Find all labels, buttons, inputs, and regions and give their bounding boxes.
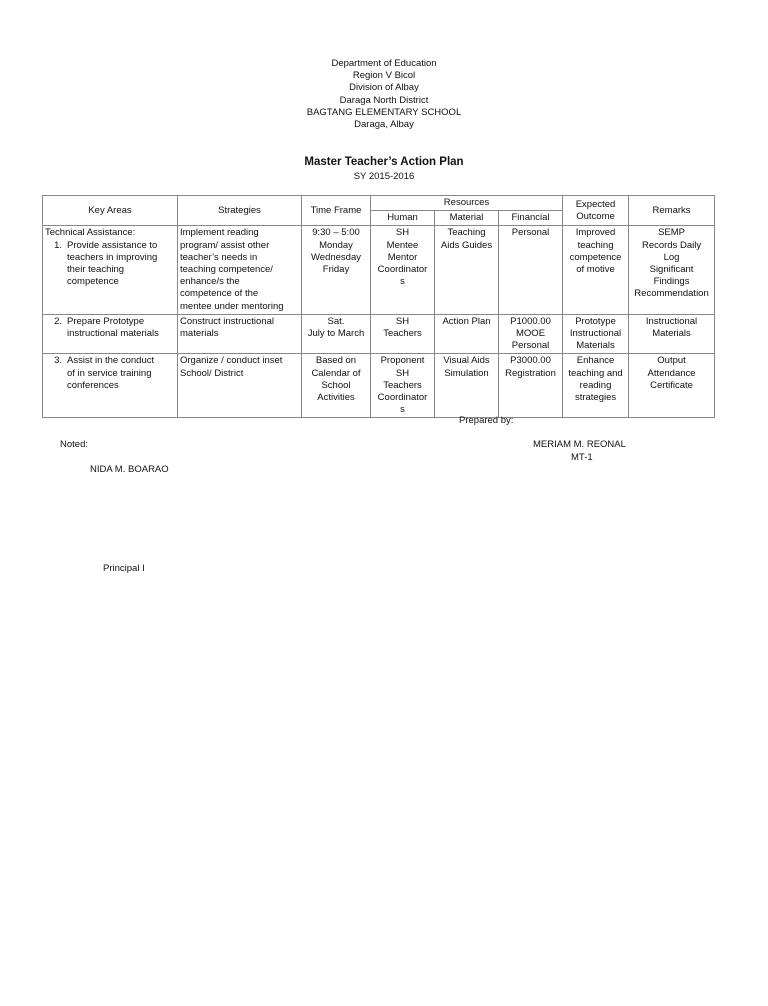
human-line: Coordinator [377,392,428,404]
key-area-line: their teaching [67,264,125,276]
strategy-line: materials [180,328,219,340]
remarks-line: Log [663,251,680,263]
cell-strategies [178,226,302,314]
cell-human [371,354,435,418]
remarks-line: Findings [653,276,690,288]
material-line: Action Plan [442,315,491,327]
time-frame-line: Sat. [327,315,345,327]
key-area-line: Assist in the conduct [67,355,155,367]
key-area-line: of in service training [67,367,152,379]
header-address: Daraga, Albay [354,119,414,131]
financial-line: P1000.00 [510,315,551,327]
header-region: Region V Bicol [352,70,416,82]
cell-financial [499,226,563,314]
financial-line: MOOE [516,328,546,340]
outcome-line: strategies [574,392,617,404]
key-area-number: 2. [54,315,62,327]
header-remarks: Remarks [629,196,715,226]
key-area-number: 1. [54,239,62,251]
human-line: s [400,404,405,416]
header-strategies: Strategies [178,196,302,226]
human-line: s [400,276,405,288]
strategy-line: Construct instructional [180,315,274,327]
document-header [0,58,768,131]
strategy-line: Organize / conduct inset [180,355,283,367]
time-frame-line: School [321,379,351,391]
key-area-item [45,355,175,392]
outcome-line: Materials [576,340,615,352]
cell-remarks [629,226,715,314]
key-area-item [45,240,175,289]
human-line: Coordinator [377,264,428,276]
noted-name: NIDA M. BOARAO [90,464,169,475]
cell-financial [499,354,563,418]
cell-financial [499,314,563,354]
financial-line: P3000.00 [510,355,551,367]
remarks-line: Recommendation [634,288,709,300]
time-frame-line: Based on [315,355,357,367]
action-plan-table [42,195,715,418]
cell-remarks [629,314,715,354]
human-line: Teachers [383,379,422,391]
financial-line: Registration [505,367,556,379]
time-frame-line: 9:30 – 5:00 [312,227,360,239]
strategy-line: teaching competence/ [180,264,273,276]
strategy-line: School/ District [180,367,244,379]
table-row [43,314,715,354]
cell-time-frame [302,354,371,418]
time-frame-line: Monday [319,239,353,251]
time-frame-line: July to March [307,328,365,340]
strategy-line: teacher’s needs in [180,251,258,263]
outcome-line: teaching [577,239,614,251]
noted-position: Principal I [103,563,145,574]
header-department: Department of Education [331,58,437,69]
document-title: Master Teacher’s Action Plan [304,156,464,168]
cell-key-area [43,314,178,354]
outcome-line: teaching and [568,367,623,379]
outcome-line: Improved [575,227,616,239]
key-area-line: instructional materials [67,328,159,340]
table-row [43,226,715,314]
time-frame-line: Calendar of [311,367,361,379]
human-line: SH [395,315,410,327]
strategy-line: program/ assist other [180,239,270,251]
remarks-line: SEMP [658,227,685,239]
remarks-line: Attendance [647,367,696,379]
key-area-line: competence [67,276,119,288]
material-line: Simulation [444,367,489,379]
key-area-line: Prepare Prototype [67,315,145,327]
cell-human [371,226,435,314]
human-line: SH [395,227,410,239]
header-key-areas: Key Areas [43,196,178,226]
material-line: Visual Aids [443,355,490,367]
header-school: BAGTANG ELEMENTARY SCHOOL [306,106,462,118]
header-district: Daraga North District [339,94,429,106]
cell-human [371,314,435,354]
material-line: Teaching [447,227,486,239]
cell-remarks [629,354,715,418]
human-line: Mentor [387,251,418,263]
key-area-intro: Technical Assistance: [45,227,136,239]
table-row [43,354,715,418]
human-line: Proponent [380,355,425,367]
remarks-line: Records Daily [641,239,702,251]
strategy-line: enhance/s the [180,276,240,288]
header-expected-outcome-line: Outcome [576,210,615,222]
strategy-line: Implement reading [180,227,259,239]
cell-key-area [43,354,178,418]
cell-material [435,226,499,314]
time-frame-line: Wednesday [311,251,361,263]
financial-line: Personal [511,340,550,352]
remarks-line: Output [657,355,686,367]
header-material: Material [435,211,499,226]
header-time-frame: Time Frame [302,196,371,226]
preparer-name: MERIAM M. REONAL [533,439,626,450]
cell-time-frame [302,226,371,314]
remarks-line: Instructional [645,315,698,327]
human-line: Mentee [386,239,419,251]
financial-line: Personal [511,227,550,239]
cell-time-frame [302,314,371,354]
key-area-line: conferences [67,379,119,391]
key-area-text [67,316,175,340]
noted-label: Noted: [60,439,88,450]
header-expected-outcome [563,196,629,226]
human-line: Teachers [383,328,422,340]
outcome-line: competence [569,251,622,263]
cell-expected-outcome [563,314,629,354]
key-area-text [67,355,175,392]
time-frame-line: Friday [322,264,350,276]
key-area-number: 3. [54,355,62,367]
cell-expected-outcome [563,226,629,314]
material-line: Aids Guides [440,239,493,251]
outcome-line: Instructional [569,328,622,340]
cell-expected-outcome [563,354,629,418]
remarks-line: Certificate [650,379,693,391]
school-year: SY 2015-2016 [353,171,415,182]
cell-strategies [178,314,302,354]
cell-material [435,314,499,354]
key-area-line: Provide assistance to [67,239,158,251]
cell-strategies [178,354,302,418]
outcome-line: Enhance [576,355,615,367]
outcome-line: of motive [576,264,615,276]
cell-material [435,354,499,418]
strategy-line: mentee under mentoring [180,300,284,312]
header-expected-outcome-line: Expected [575,198,616,210]
header-financial: Financial [499,211,563,226]
key-area-text [67,240,175,289]
human-line: SH [395,367,410,379]
strategy-line: competence of the [180,288,259,300]
header-human: Human [371,211,435,226]
header-division: Division of Albay [349,82,419,94]
outcome-line: Prototype [575,315,616,327]
prepared-by-label: Prepared by: [459,415,514,426]
key-area-line: teachers in improving [67,251,158,263]
remarks-line: Significant [649,264,694,276]
time-frame-line: Activities [317,392,355,404]
remarks-line: Materials [652,328,691,340]
header-resources: Resources [371,196,563,211]
preparer-position: MT-1 [571,452,593,463]
cell-key-area [43,226,178,314]
key-area-item [45,316,175,340]
outcome-line: reading [579,379,612,391]
